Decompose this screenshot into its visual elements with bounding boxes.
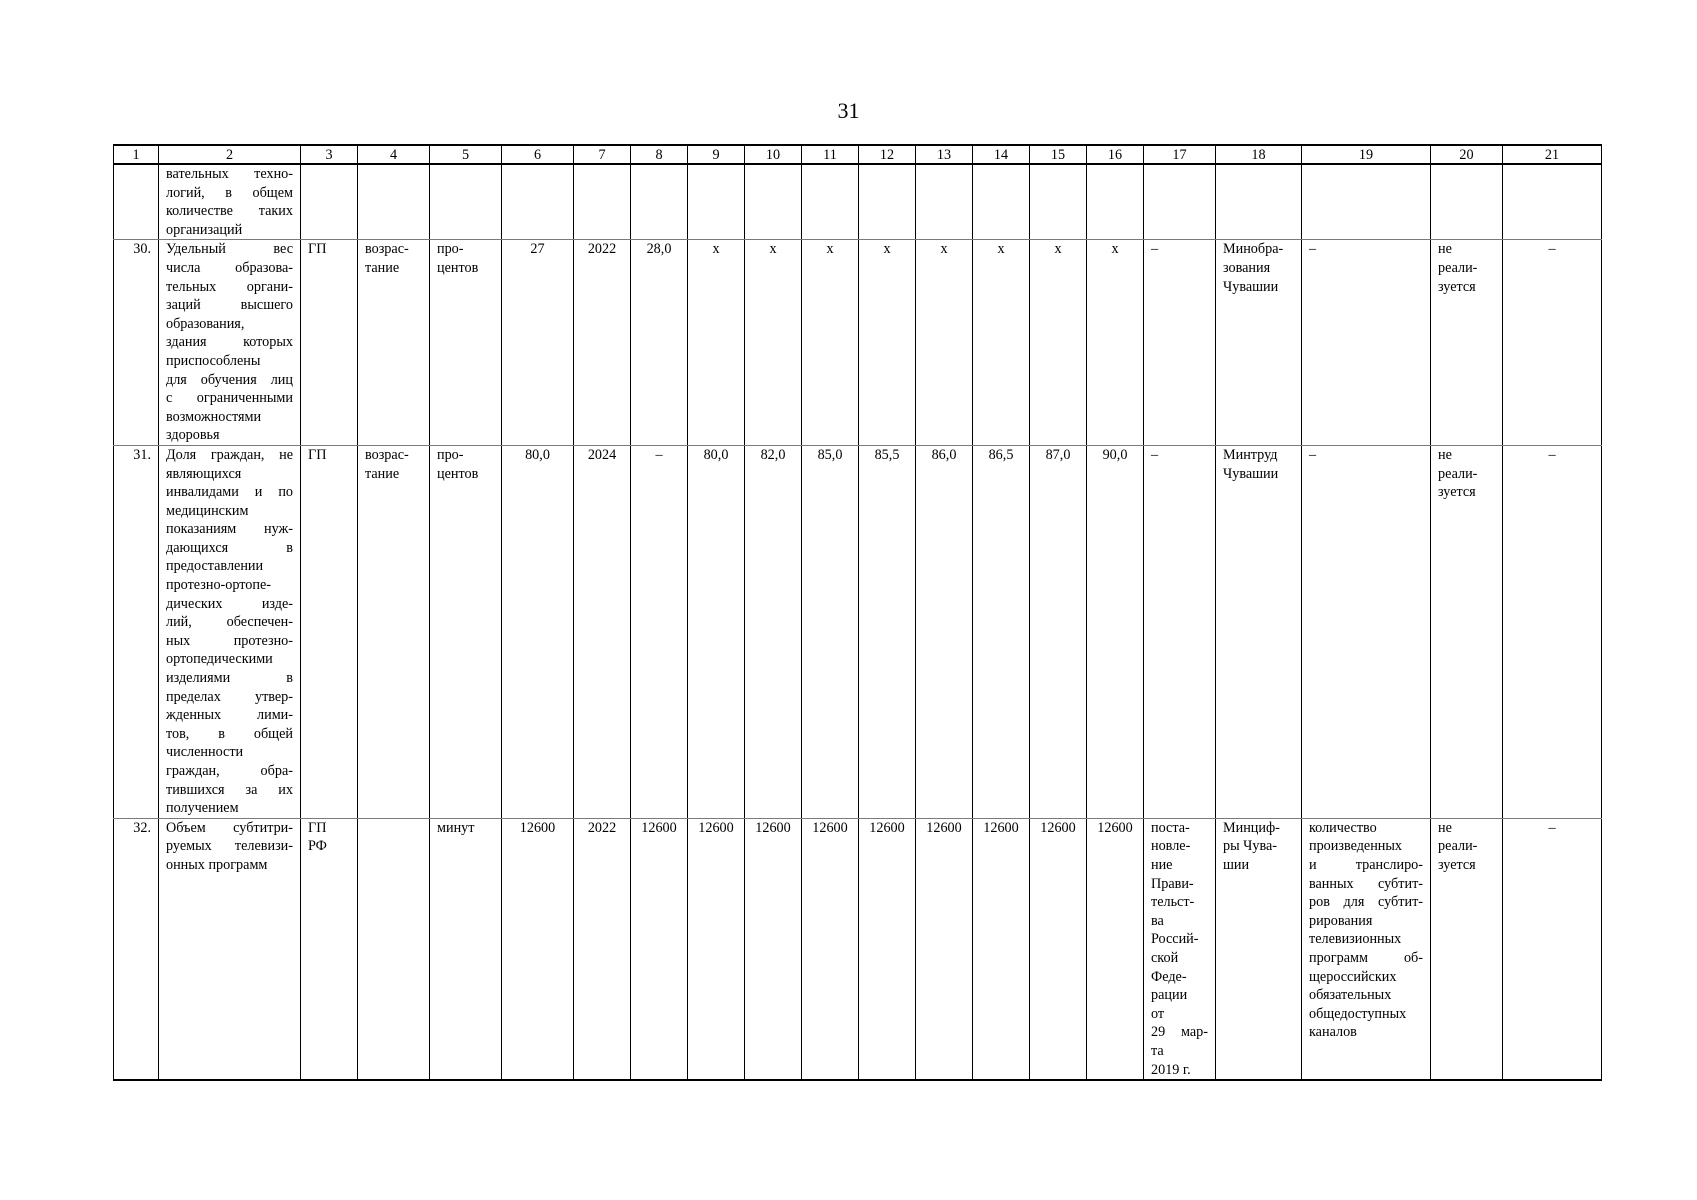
- cell-line: Феде-: [1151, 968, 1187, 985]
- column-number-17: 17: [1144, 145, 1216, 164]
- value-c6: 12600: [502, 818, 574, 1080]
- value-c9: [688, 164, 745, 240]
- value-c14: [973, 164, 1030, 240]
- column-number-3: 3: [301, 145, 358, 164]
- cell-line: показаниям нуж-: [166, 521, 293, 538]
- legal-basis: [1144, 164, 1216, 240]
- column-number-20: 20: [1431, 145, 1503, 164]
- cell-line: –: [1309, 446, 1317, 463]
- column-number-4: 4: [358, 145, 430, 164]
- value-c6: 80,0: [502, 445, 574, 818]
- column-number-5: 5: [430, 145, 502, 164]
- extra: –: [1503, 818, 1602, 1080]
- cell-line: Объем субтитри-: [166, 819, 293, 836]
- row-number: [114, 164, 159, 240]
- value-c8: [631, 164, 688, 240]
- value-c14: 86,5: [973, 445, 1030, 818]
- value-c14: х: [973, 240, 1030, 446]
- value-c10: х: [745, 240, 802, 446]
- value-c7: 2022: [574, 818, 631, 1080]
- cell-line: с ограниченными: [166, 390, 293, 407]
- row-number: 32.: [114, 818, 159, 1080]
- value-c9: х: [688, 240, 745, 446]
- unit: про- центов: [430, 445, 502, 818]
- value-c16: 90,0: [1087, 445, 1144, 818]
- cell-line: пределах утвер-: [166, 688, 293, 705]
- program-code: ГП РФ: [301, 818, 358, 1080]
- cell-line: Россий-: [1151, 931, 1199, 948]
- program-code: [301, 164, 358, 240]
- column-number-19: 19: [1302, 145, 1431, 164]
- cell-line: Прави-: [1151, 875, 1194, 892]
- value-c8: 12600: [631, 818, 688, 1080]
- cell-line: та: [1151, 1042, 1164, 1059]
- cell-line: руемых телевизи-: [166, 838, 293, 855]
- table-row: [114, 240, 1602, 446]
- cell-line: ва: [1151, 912, 1164, 929]
- column-number-15: 15: [1030, 145, 1087, 164]
- value-c9: 80,0: [688, 445, 745, 818]
- table-row: [114, 818, 1602, 1080]
- program-code: ГП: [301, 445, 358, 818]
- cell-line: тельст-: [1151, 894, 1195, 911]
- trend: [358, 818, 430, 1080]
- indicator-name: [159, 445, 301, 818]
- value-c7: 2022: [574, 240, 631, 446]
- column-number-21: 21: [1503, 145, 1602, 164]
- value-c12: [859, 164, 916, 240]
- cell-line: Доля граждан, не: [166, 446, 293, 463]
- cell-line: заций высшего: [166, 297, 293, 314]
- cell-line: численности: [166, 744, 244, 761]
- cell-line: ской: [1151, 949, 1179, 966]
- table-row: [114, 445, 1602, 818]
- page-number: 31: [837, 98, 860, 123]
- cell-line: возможностями: [166, 408, 262, 425]
- cell-line: ние: [1151, 856, 1173, 873]
- responsible-body: Минобра- зования Чувашии: [1216, 240, 1302, 446]
- cell-line: жденных лими-: [166, 707, 293, 724]
- cell-line: тельных органи-: [166, 278, 293, 295]
- cell-line: рирования: [1309, 912, 1373, 929]
- cell-line: ных протезно-: [166, 632, 293, 649]
- cell-line: –: [1151, 241, 1159, 258]
- row-number: 31.: [114, 445, 159, 818]
- cell-line: числа образова-: [166, 259, 293, 276]
- cell-line: дающихся в: [166, 539, 293, 556]
- unit: [430, 164, 502, 240]
- cell-line: произведенных: [1309, 838, 1403, 855]
- table-row: [114, 164, 1602, 240]
- cell-line: получением: [166, 800, 239, 817]
- column-number-8: 8: [631, 145, 688, 164]
- cell-line: и транслиро-: [1309, 856, 1423, 873]
- unit: про- центов: [430, 240, 502, 446]
- cell-line: –: [1309, 241, 1317, 258]
- method-note: [1302, 240, 1431, 446]
- method-note: [1302, 445, 1431, 818]
- extra: –: [1503, 240, 1602, 446]
- value-c16: 12600: [1087, 818, 1144, 1080]
- column-number-1: 1: [114, 145, 159, 164]
- extra: [1503, 164, 1602, 240]
- cell-line: логий, в общем: [166, 184, 293, 201]
- value-c11: [802, 164, 859, 240]
- table-body: [114, 145, 1602, 1080]
- cell-line: поста-: [1151, 819, 1190, 836]
- responsible-body: Минтруд Чувашии: [1216, 445, 1302, 818]
- indicator-name: [159, 164, 301, 240]
- column-number-12: 12: [859, 145, 916, 164]
- value-c12: х: [859, 240, 916, 446]
- value-c16: х: [1087, 240, 1144, 446]
- column-number-6: 6: [502, 145, 574, 164]
- cell-line: щероссийских: [1309, 968, 1397, 985]
- value-c13: х: [916, 240, 973, 446]
- cell-line: дических изде-: [166, 595, 293, 612]
- cell-line: предоставлении: [166, 558, 264, 575]
- value-c6: [502, 164, 574, 240]
- value-c13: [916, 164, 973, 240]
- cell-line: ванных субтит-: [1309, 875, 1423, 892]
- cell-line: новле-: [1151, 838, 1191, 855]
- cell-line: здоровья: [166, 427, 220, 444]
- value-c10: [745, 164, 802, 240]
- cell-line: 2019 г.: [1151, 1061, 1191, 1078]
- cell-line: программ об-: [1309, 949, 1423, 966]
- cell-line: каналов: [1309, 1024, 1357, 1041]
- status: не реали- зуется: [1431, 445, 1503, 818]
- column-number-11: 11: [802, 145, 859, 164]
- value-c7: [574, 164, 631, 240]
- value-c10: 12600: [745, 818, 802, 1080]
- unit: минут: [430, 818, 502, 1080]
- cell-line: 29 мар-: [1151, 1024, 1208, 1041]
- program-code: ГП: [301, 240, 358, 446]
- cell-line: для обучения лиц: [166, 371, 293, 388]
- status: не реали- зуется: [1431, 818, 1503, 1080]
- cell-line: от: [1151, 1005, 1165, 1022]
- responsible-body: [1216, 164, 1302, 240]
- column-number-16: 16: [1087, 145, 1144, 164]
- value-c11: 12600: [802, 818, 859, 1080]
- column-number-7: 7: [574, 145, 631, 164]
- cell-line: приспособлены: [166, 352, 261, 369]
- column-number-9: 9: [688, 145, 745, 164]
- status: [1431, 164, 1503, 240]
- cell-line: инвалидами и по: [166, 484, 293, 501]
- value-c7: 2024: [574, 445, 631, 818]
- trend: возрас- тание: [358, 240, 430, 446]
- value-c13: 86,0: [916, 445, 973, 818]
- legal-basis: [1144, 445, 1216, 818]
- value-c12: 12600: [859, 818, 916, 1080]
- cell-line: вательных техно-: [166, 166, 293, 182]
- legal-basis: [1144, 818, 1216, 1080]
- value-c12: 85,5: [859, 445, 916, 818]
- cell-line: количество: [1309, 819, 1377, 836]
- cell-line: лий, обеспечен-: [166, 614, 293, 631]
- legal-basis: [1144, 240, 1216, 446]
- cell-line: обязательных: [1309, 987, 1392, 1004]
- indicators-table: [113, 144, 1602, 1081]
- cell-line: протезно-ортопе-: [166, 577, 271, 594]
- trend: [358, 164, 430, 240]
- cell-line: изделиями в: [166, 670, 293, 687]
- value-c14: 12600: [973, 818, 1030, 1080]
- cell-line: организаций: [166, 221, 243, 238]
- column-number-14: 14: [973, 145, 1030, 164]
- status: не реали- зуется: [1431, 240, 1503, 446]
- responsible-body: Минциф- ры Чува- шии: [1216, 818, 1302, 1080]
- value-c9: 12600: [688, 818, 745, 1080]
- cell-line: ортопедическими: [166, 651, 273, 668]
- trend: возрас- тание: [358, 445, 430, 818]
- method-note: [1302, 164, 1431, 240]
- row-number: 30.: [114, 240, 159, 446]
- value-c11: 85,0: [802, 445, 859, 818]
- indicator-name: [159, 818, 301, 1080]
- cell-line: рации: [1151, 987, 1188, 1004]
- column-number-13: 13: [916, 145, 973, 164]
- value-c15: [1030, 164, 1087, 240]
- cell-line: ров для субтит-: [1309, 894, 1423, 911]
- column-number-2: 2: [159, 145, 301, 164]
- value-c8: –: [631, 445, 688, 818]
- column-number-10: 10: [745, 145, 802, 164]
- cell-line: медицинским: [166, 502, 249, 519]
- column-number-18: 18: [1216, 145, 1302, 164]
- value-c11: х: [802, 240, 859, 446]
- value-c13: 12600: [916, 818, 973, 1080]
- cell-line: граждан, обра-: [166, 763, 293, 779]
- value-c15: 12600: [1030, 818, 1087, 1080]
- indicator-name: [159, 240, 301, 446]
- cell-line: онных программ: [166, 856, 268, 873]
- column-number-row: [114, 145, 1602, 164]
- value-c6: 27: [502, 240, 574, 446]
- value-c10: 82,0: [745, 445, 802, 818]
- cell-line: количестве таких: [166, 203, 293, 220]
- cell-line: телевизионных: [1309, 931, 1402, 948]
- value-c8: 28,0: [631, 240, 688, 446]
- value-c15: 87,0: [1030, 445, 1087, 818]
- extra: –: [1503, 445, 1602, 818]
- value-c16: [1087, 164, 1144, 240]
- cell-line: здания которых: [166, 334, 293, 351]
- cell-line: Удельный вес: [166, 241, 293, 258]
- method-note: [1302, 818, 1431, 1080]
- value-c15: х: [1030, 240, 1087, 446]
- cell-line: тившихся за их: [166, 781, 293, 798]
- cell-line: образования,: [166, 315, 245, 332]
- cell-line: тов, в общей: [166, 725, 293, 742]
- cell-line: общедоступных: [1309, 1005, 1407, 1022]
- cell-line: –: [1151, 446, 1159, 463]
- cell-line: являющихся: [166, 465, 242, 482]
